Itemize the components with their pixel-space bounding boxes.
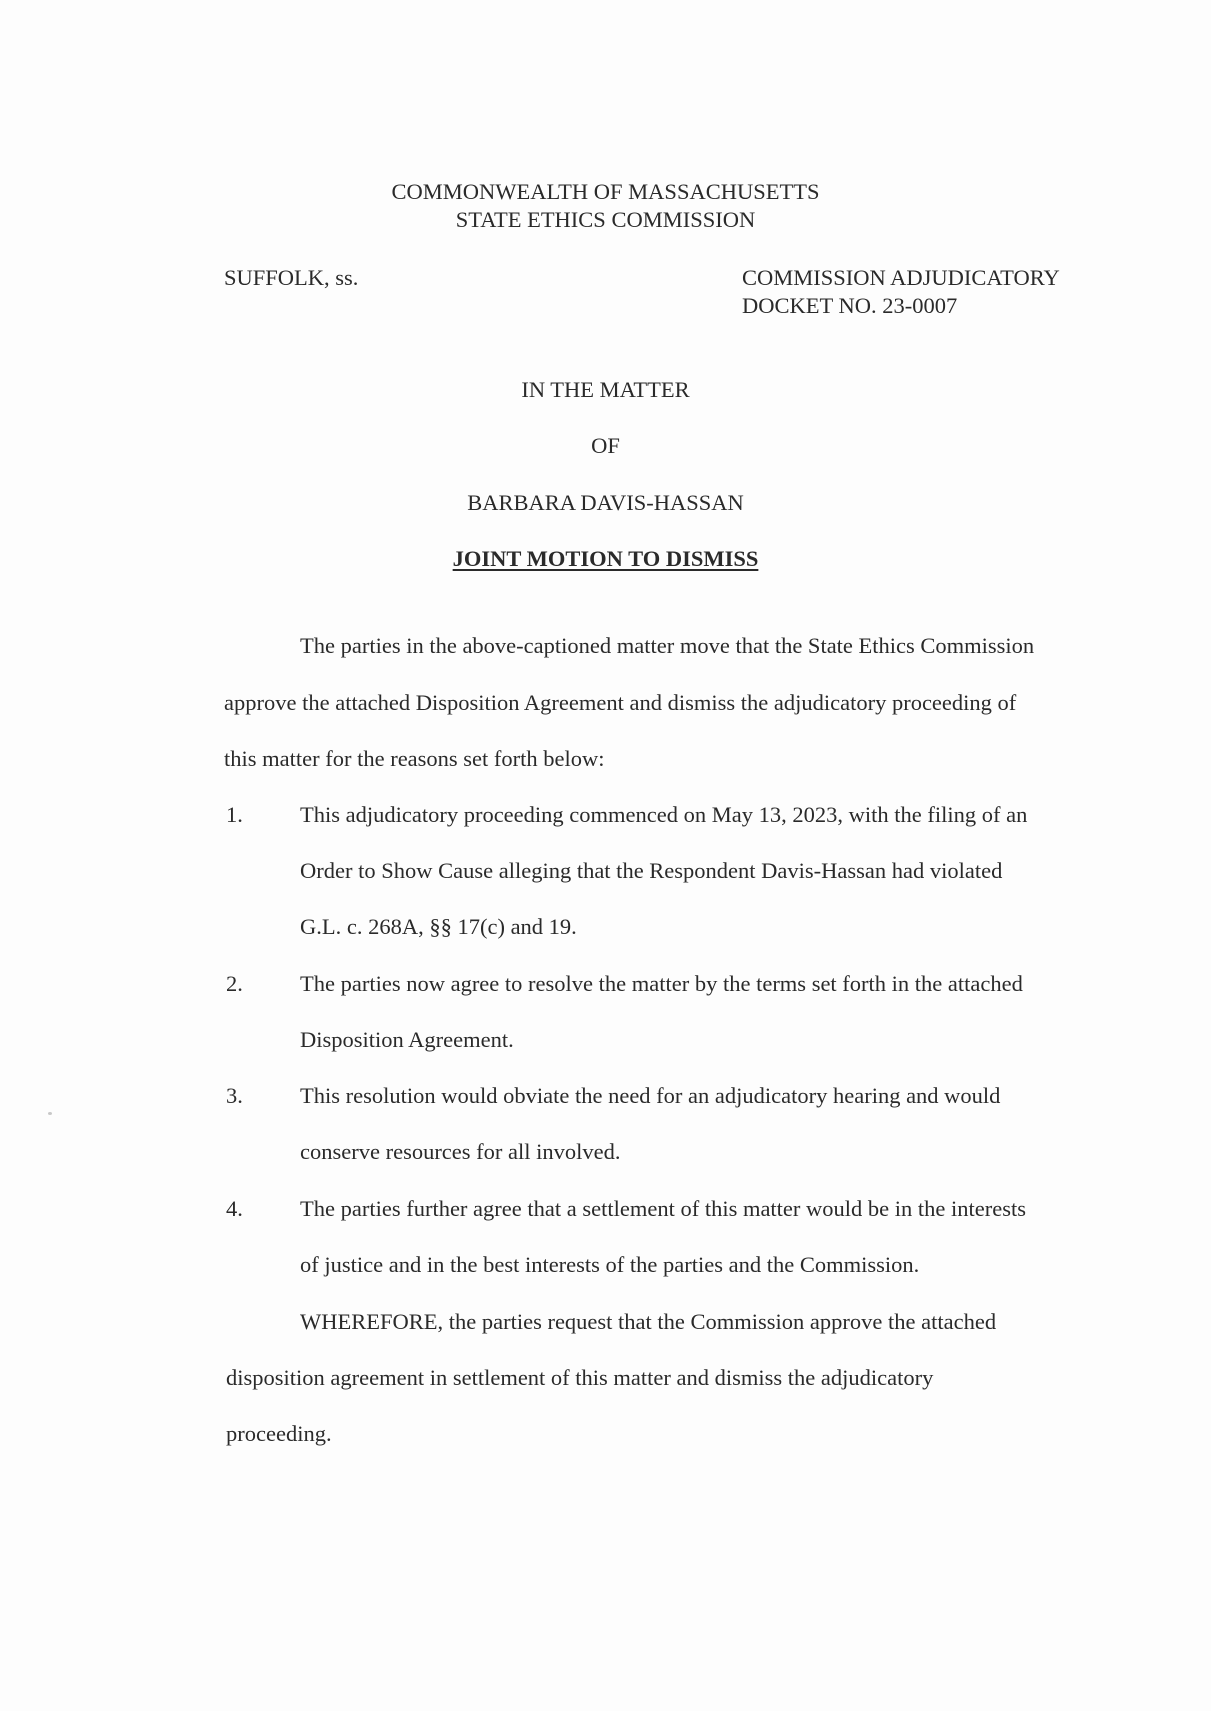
item-4-number: 4. xyxy=(226,1196,243,1221)
caption-county: SUFFOLK, ss. xyxy=(224,265,359,290)
item-4-line-2: of justice and in the best interests of the parties and the Commission. xyxy=(300,1252,920,1277)
header-commonwealth: COMMONWEALTH OF MASSACHUSETTS xyxy=(391,179,820,204)
matter-respondent: BARBARA DAVIS-HASSAN xyxy=(467,490,744,515)
matter-of: OF xyxy=(591,433,620,458)
item-1-number: 1. xyxy=(226,802,243,827)
item-2-line-1: The parties now agree to resolve the matter by the terms set forth in the attached xyxy=(300,971,1023,996)
caption-docket-line2: DOCKET NO. 23-0007 xyxy=(742,293,958,318)
item-3-line-2: conserve resources for all involved. xyxy=(300,1139,621,1164)
matter-in-the-matter: IN THE MATTER xyxy=(521,377,690,402)
conclusion-line-1: WHEREFORE, the parties request that the Commission approve the attached xyxy=(300,1309,997,1334)
intro-line-3: this matter for the reasons set forth below: xyxy=(224,746,605,771)
item-3-number: 3. xyxy=(226,1083,243,1108)
item-1-line-3: G.L. c. 268A, §§ 17(c) and 19. xyxy=(300,914,577,939)
intro-line-1: The parties in the above-captioned matter move that the State Ethics Commission xyxy=(300,633,1035,658)
conclusion-line-2: disposition agreement in settlement of this matter and dismiss the adjudicatory xyxy=(226,1365,934,1390)
item-2-number: 2. xyxy=(226,971,243,996)
item-1-line-1: This adjudicatory proceeding commenced on May 13, 2023, with the filing of an xyxy=(300,802,1028,827)
document-title: JOINT MOTION TO DISMISS xyxy=(452,546,759,571)
scan-speck xyxy=(48,1112,52,1115)
item-4-line-1: The parties further agree that a settlement of this matter would be in the interests xyxy=(300,1196,1026,1221)
intro-line-2: approve the attached Disposition Agreement and dismiss the adjudicatory proceeding of xyxy=(224,690,1017,715)
item-3-line-1: This resolution would obviate the need for an adjudicatory hearing and would xyxy=(300,1083,1001,1108)
header-commission: STATE ETHICS COMMISSION xyxy=(455,207,756,232)
conclusion-line-3: proceeding. xyxy=(226,1421,332,1446)
caption-docket-line1: COMMISSION ADJUDICATORY xyxy=(742,265,1060,290)
item-1-line-2: Order to Show Cause alleging that the Respondent Davis-Hassan had violated xyxy=(300,858,1003,883)
item-2-line-2: Disposition Agreement. xyxy=(300,1027,514,1052)
